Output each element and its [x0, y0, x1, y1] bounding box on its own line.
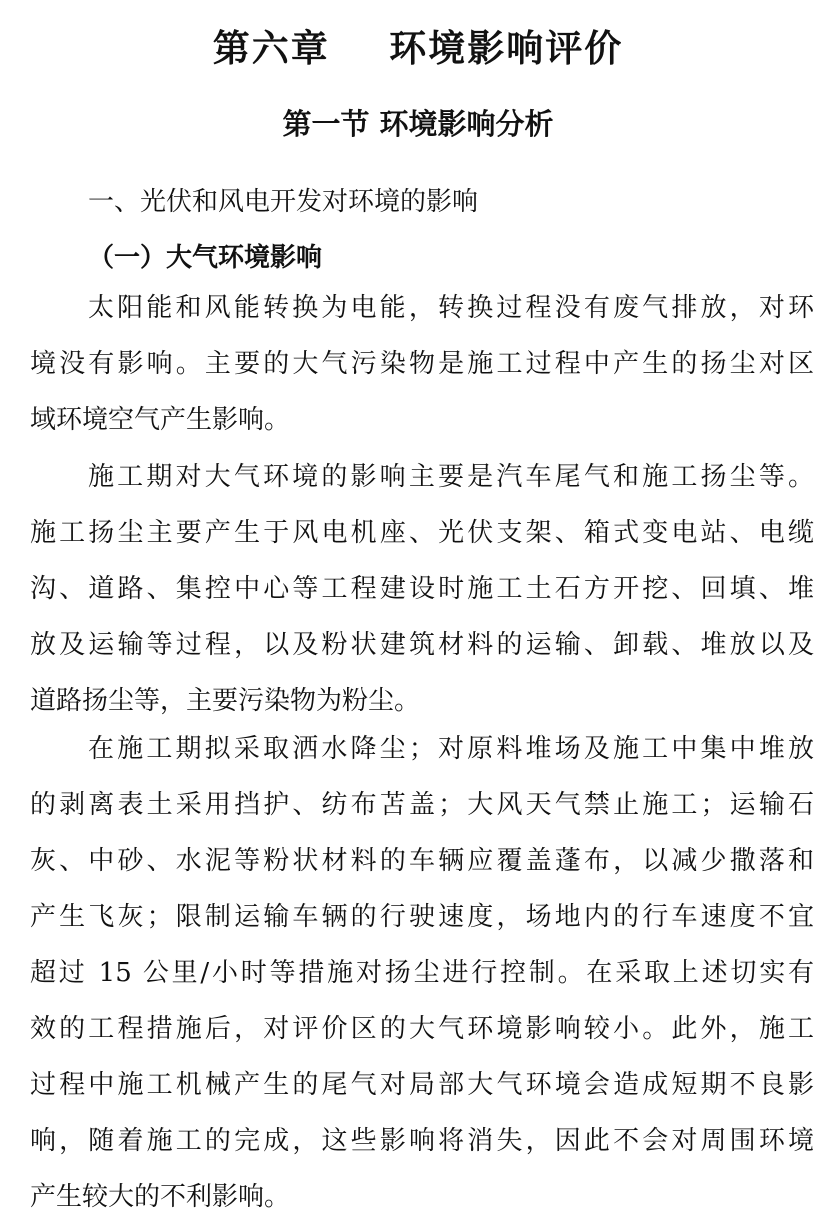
paragraph-line: 产生较大的不利影响。: [30, 1182, 291, 1212]
paragraph-line: 响，随着施工的完成，这些影响将消失，因此不会对周围环境: [30, 1126, 814, 1156]
heading-level-1: 一、光伏和风电开发对环境的影响: [88, 187, 479, 217]
paragraph-line: 在施工期拟采取洒水降尘；对原料堆场及施工中集中堆放: [88, 734, 814, 764]
paragraph-line: 境没有影响。主要的大气污染物是施工过程中产生的扬尘对区: [30, 349, 814, 379]
paragraph-3: [30, 721, 814, 1225]
section-title: 第一节 环境影响分析: [282, 107, 554, 141]
chapter-title: 第六章 环境影响评价: [212, 26, 624, 70]
paragraph-line: 施工扬尘主要产生于风电机座、光伏支架、箱式变电站、电缆: [30, 518, 814, 548]
paragraph-line: 产生飞灰；限制运输车辆的行驶速度，场地内的行车速度不宜: [30, 902, 814, 932]
paragraph-line: 效的工程措施后，对评价区的大气环境影响较小。此外，施工: [30, 1014, 814, 1044]
paragraph-line: 施工期对大气环境的影响主要是汽车尾气和施工扬尘等。: [88, 462, 814, 492]
paragraph-line: 超过 15 公里/小时等措施对扬尘进行控制。在采取上述切实有: [30, 958, 814, 988]
paragraph-line: 过程中施工机械产生的尾气对局部大气环境会造成短期不良影: [30, 1070, 814, 1100]
paragraph-line: 的剥离表土采用挡护、纺布苫盖；大风天气禁止施工；运输石: [30, 790, 814, 820]
paragraph-line: 灰、中砂、水泥等粉状材料的车辆应覆盖蓬布，以减少撒落和: [30, 846, 814, 876]
paragraph-2: [30, 449, 814, 729]
heading-level-2: （一）大气环境影响: [88, 243, 323, 273]
paragraph-1: [30, 280, 814, 448]
paragraph-line: 沟、道路、集控中心等工程建设时施工土石方开挖、回填、堆: [30, 574, 814, 604]
paragraph-line: 道路扬尘等，主要污染物为粉尘。: [30, 686, 421, 716]
paragraph-line: 太阳能和风能转换为电能，转换过程没有废气排放，对环: [88, 293, 814, 323]
paragraph-line: 域环境空气产生影响。: [30, 405, 291, 435]
paragraph-line: 放及运输等过程，以及粉状建筑材料的运输、卸载、堆放以及: [30, 630, 814, 660]
